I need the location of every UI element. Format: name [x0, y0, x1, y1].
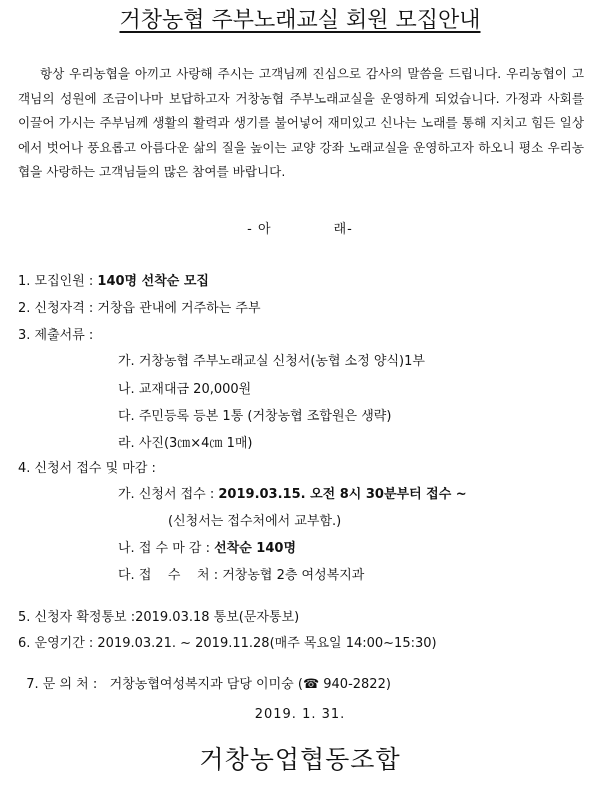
phone-icon-number: ☎ 940-2822	[302, 677, 386, 692]
apply-a-note: (신청서는 접수처에서 교부함.)	[168, 514, 342, 529]
apply-a-value: 2019.03.15. 오전 8시 30분부터 접수 ~	[218, 487, 467, 502]
item-recruit: 1. 모집인원 : 140명 선착순 모집	[18, 274, 209, 289]
item-documents: 3. 제출서류 :	[18, 328, 94, 343]
item-application: 4. 신청서 접수 및 마감 :	[18, 461, 156, 476]
item-qualification: 2. 신청자격 : 거창읍 관내에 거주하는 주부	[18, 301, 261, 316]
document-date: 2019. 1. 31.	[254, 707, 346, 722]
doc-d: 라. 사진(3㎝×4㎝ 1매)	[118, 436, 253, 451]
apply-b-value: 선착순 140명	[214, 541, 297, 556]
document-title: 거창농협 주부노래교실 회원 모집안내	[119, 8, 481, 33]
doc-a: 가. 거창농협 주부노래교실 신청서(농협 소정 양식)1부	[118, 354, 425, 369]
section-heading: - 아 래-	[247, 222, 353, 237]
apply-b: 나. 접 수 마 감 : 선착순 140명	[118, 541, 297, 556]
doc-b: 나. 교재대금 20,000원	[118, 382, 252, 397]
apply-a: 가. 신청서 접수 : 2019.03.15. 오전 8시 30분부터 접수 ~	[118, 487, 467, 502]
item-period: 6. 운영기간 : 2019.03.21. ~ 2019.11.28(매주 목요일 14:00~15:30)	[18, 636, 437, 651]
recruit-value: 140명 선착순 모집	[97, 274, 209, 289]
intro-text: 항상 우리농협을 아끼고 사랑해 주시는 고객님께 진심으로 감사의 말씀을 드립니다. 우리농협이 고객님의 성원에 조금이나마 보답하고자 거창농협 주부노래교실을 운영하게 되었습니다. 가정과 사회를 이끌어 가시는 주부님께 생활의 활력과 생기를 불어넣어 재미있고 신나는 노래를 통해 지치고 힘든 일상에서 벗어나 풍요롭고 아름다운 삶의 질을 높이는 교양 강좌 노래교실을 운영하고자 하오니 평소 우리농협을 사랑하는 고객님들의 많은 참여를 바랍니다.	[18, 66, 584, 180]
organization-name: 거창농업협동조합	[199, 745, 401, 774]
item-notify: 5. 신청자 확정통보 :2019.03.18 통보(문자통보)	[18, 610, 300, 625]
doc-c: 다. 주민등록 등본 1통 (거창농협 조합원은 생략)	[118, 409, 392, 424]
apply-c: 다. 접 수 처 : 거창농협 2층 여성복지과	[118, 568, 365, 583]
intro-paragraph	[18, 62, 584, 185]
item-contact: 7. 문 의 처 : 거창농협여성복지과 담당 이미숭 (☎ 940-2822)	[26, 677, 391, 692]
